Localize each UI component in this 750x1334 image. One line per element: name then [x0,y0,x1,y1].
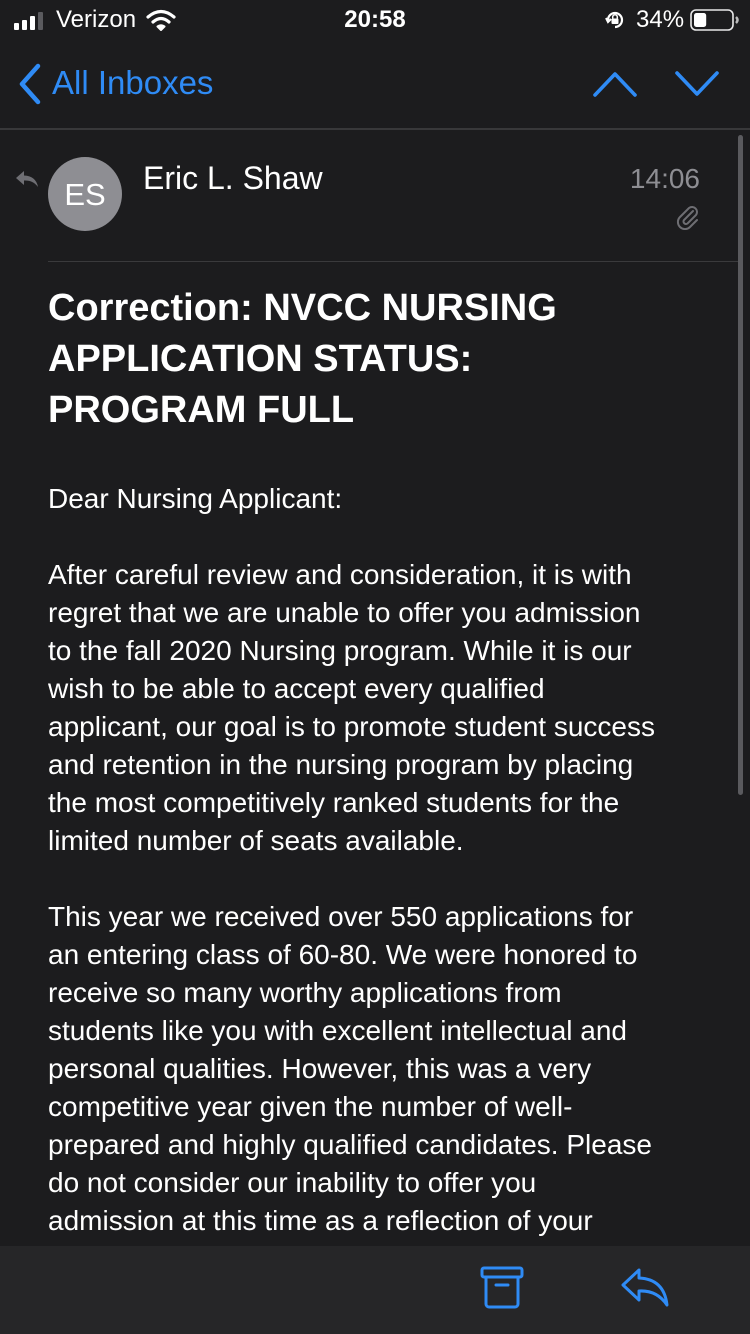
scrollbar[interactable] [738,135,743,795]
body-paragraph: This year we received over 550 applications for an entering class of 60-80. We were honored to receive so many worthy applications from students like you with excellent intellectual and personal qualities. However, this was a very competitive year given the number of well- prepared and highly qualified candidates. Please do not consider our inability to offer you admission at this time as a reflection of your [48,901,652,1236]
back-button-all-inboxes[interactable]: All Inboxes [52,64,214,101]
next-message-icon[interactable] [674,68,720,100]
bottom-toolbar [0,1246,750,1334]
replied-indicator-icon [14,168,40,190]
body-paragraph: Dear Nursing Applicant: [48,483,343,514]
battery-percent: 34% [636,6,685,33]
sender-avatar: ES [48,157,122,231]
back-chevron-icon[interactable] [16,62,44,106]
message-time: 14:06 [629,163,700,194]
message-subject: Correction: NVCC NURSING APPLICATION STATUS: PROGRAM FULL [48,287,557,431]
battery-icon [690,9,740,31]
carrier-name: Verizon [56,6,137,33]
reply-icon[interactable] [620,1266,670,1308]
header-divider [48,261,738,262]
navigation-bar [0,40,750,130]
rotation-lock-icon [604,9,626,31]
message-body [48,480,728,1278]
status-bar [0,0,750,40]
body-paragraph: After careful review and consideration, it is with regret that we are unable to offer you admission to the fall 2020 Nursing program. While it is our wish to be able to accept every qualified applicant, our goal is to promote student success and retention in the nursing program by placing the most competitively ranked students for the limited number of seats available. [48,559,656,856]
attachment-icon [676,204,700,230]
status-time: 20:58 [344,6,406,33]
previous-message-icon[interactable] [592,68,638,100]
archive-icon[interactable] [480,1264,524,1310]
sender-name[interactable]: Eric L. Shaw [143,160,323,196]
